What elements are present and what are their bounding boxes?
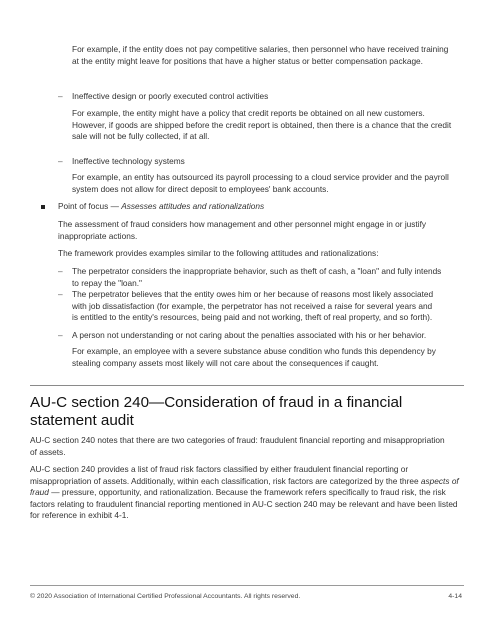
point-of-focus-heading bbox=[58, 201, 458, 213]
point-of-focus-prefix: Point of focus — bbox=[58, 201, 122, 211]
point-of-focus-description: The assessment of fraud considers how management and other personnel might engage in or justify inappropriate actions. bbox=[58, 219, 427, 241]
footer-copyright: © 2020 Association of International Certified Professional Accountants. All rights reserved. bbox=[30, 593, 301, 600]
paragraph-text: — pressure, opportunity, and rationalization. Because the framework refers specifically to fraud risk, the risk factors relating to fraudulent financial reporting mentioned in AU-C section 240 may be relevant and have been listed for reference in exhibit 4-1. bbox=[30, 487, 458, 521]
paragraph-italic-term: aspects of fraud bbox=[30, 475, 459, 498]
section-paragraph-1: AU-C section 240 notes that there are two categories of fraud: fraudulent financial reporting and misappropriation of assets. bbox=[30, 435, 445, 457]
intro-example: For example, if the entity does not pay competitive salaries, then personnel who have received training at the entity might leave for positions that have a higher status or better compensation package. bbox=[72, 44, 449, 66]
subitem-example-control-activities: For example, the entity might have a policy that credit reports be obtained on all new customers. However, if goods are shipped before the credit report is obtained, then there is a chance that the credit sale will not be fully collected, if at all. bbox=[72, 108, 452, 142]
page-number: 4-14 bbox=[448, 593, 462, 600]
section-heading: AU-C section 240—Consideration of fraud in a financial statement audit bbox=[30, 394, 403, 429]
list-item-dash: – bbox=[58, 289, 63, 299]
section-divider bbox=[30, 385, 464, 386]
footer-divider bbox=[30, 585, 464, 586]
framework-intro: The framework provides examples similar to the following attitudes and rationalizations: bbox=[58, 248, 379, 258]
point-of-focus-example: For example, an employee with a severe substance abuse condition who funds this dependency by stealing company assets most likely will not care about the consequences if caught. bbox=[72, 346, 436, 368]
subitem-dash: – bbox=[58, 91, 63, 101]
list-item: The perpetrator believes that the entity owes him or her because of reasons most likely associated with job dissatisfaction (for example, the perpetrator has not received a raise for several years and is entitled to the entity's resources, being paid and not working, theft of real property, and so forth). bbox=[72, 289, 434, 323]
bullet-icon bbox=[41, 205, 45, 209]
list-item: The perpetrator considers the inappropriate behavior, such as theft of cash, a "loan" and fully intends to repay the "loan." bbox=[72, 266, 442, 288]
list-item-dash: – bbox=[58, 266, 63, 276]
point-of-focus-title: Assesses attitudes and rationalizations bbox=[121, 201, 265, 211]
paragraph-text: AU-C section 240 provides a list of fraud risk factors classified by either fraudulent financial reporting or misappropriation of assets. Additionally, within each classification, risk factors are categorized by the three bbox=[30, 464, 421, 486]
subitem-title-technology-systems: Ineffective technology systems bbox=[72, 156, 185, 166]
list-item: A person not understanding or not caring about the penalties associated with his or her behavior. bbox=[72, 330, 427, 340]
subitem-dash: – bbox=[58, 156, 63, 166]
subitem-example-technology-systems: For example, an entity has outsourced its payroll processing to a cloud service provider and the payroll system does not allow for direct deposit to employees' bank accounts. bbox=[72, 172, 449, 194]
subitem-title-control-activities: Ineffective design or poorly executed control activities bbox=[72, 91, 269, 101]
section-paragraph-2 bbox=[30, 464, 466, 522]
list-item-dash: – bbox=[58, 330, 63, 340]
